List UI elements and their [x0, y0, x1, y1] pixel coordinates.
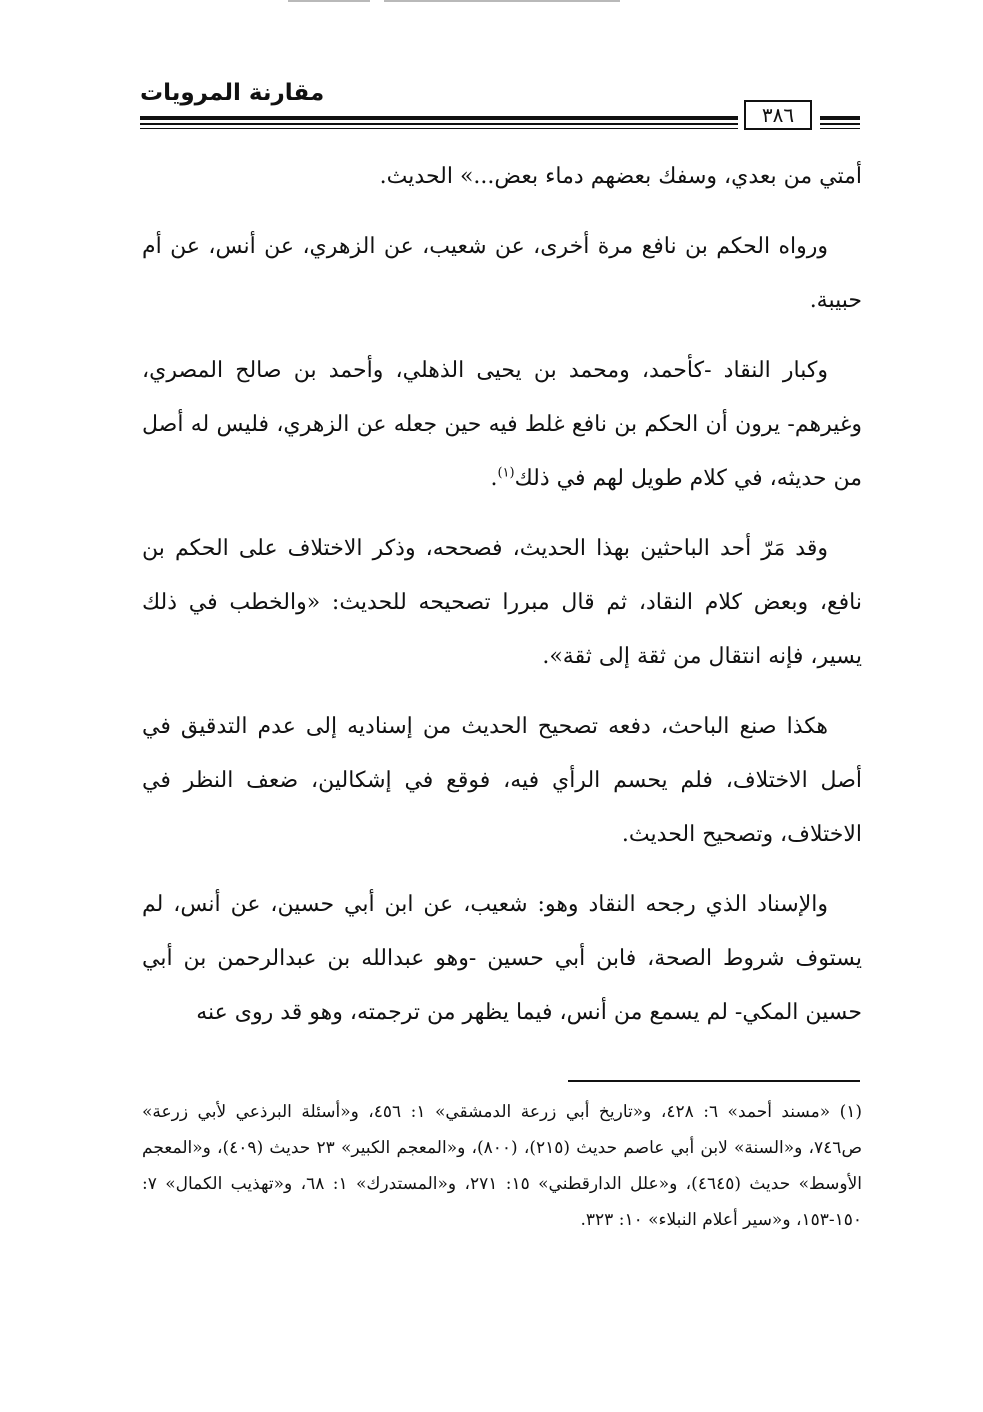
footnote-reference: (١) — [497, 465, 515, 481]
paragraph: وقد مَرّ أحد الباحثين بهذا الحديث، فصححه، وذكر الاختلاف على الحكم بن نافع، وبعض كلام النقاد، ثم قال مبررا تصحيحه للحديث: «والخطب في ذلك يسير، فإنه انتقال من ثقة إلى ثقة». — [142, 536, 862, 669]
footnote-separator — [568, 1080, 860, 1082]
footnote: (١) «مسند أحمد» ٦: ٤٢٨، و«تاريخ أبي زرعة الدمشقي» ١: ٤٥٦، و«أسئلة البرذعي لأبي زرعة» ص٧٤٦، و«السنة» لابن أبي عاصم حديث (٢١٥)، (٨٠٠)، و«المعجم الكبير» ٢٣ حديث (٤٠٩)، و«المعجم الأوسط» حديث (٤٦٤٥)، و«علل الدارقطني» ١٥: ٢٧١، و«المستدرك» ١: ٦٨، و«تهذيب الكمال» ٧: ١٥٠-١٥٣، و«سير أعلام النبلاء» ١٠: ٣٢٣. — [142, 1102, 862, 1230]
header-rule — [140, 128, 738, 129]
running-title: مقارنة المرويات — [140, 80, 325, 106]
scan-edge-line — [384, 0, 620, 2]
paragraph: أمتي من بعدي، وسفك بعضهم دماء بعض...» الحديث. — [379, 164, 862, 189]
page-header — [140, 78, 860, 138]
main-text — [142, 150, 862, 1056]
paragraph-end: . — [490, 466, 498, 491]
header-rule — [820, 116, 860, 120]
paragraph: ورواه الحكم بن نافع مرة أخرى، عن شعيب، عن الزهري، عن أنس، عن أم حبيبة. — [142, 234, 862, 313]
header-rule — [140, 116, 738, 120]
paragraph: هكذا صنع الباحث، دفعه تصحيح الحديث من إسناديه إلى عدم التدقيق في أصل الاختلاف، فلم يحسم الرأي فيه، فوقع في إشكالين، ضعف النظر في الاختلاف، وتصحيح الحديث. — [142, 714, 862, 847]
paragraph: والإسناد الذي رجحه النقاد وهو: شعيب، عن ابن أبي حسين، عن أنس، لم يستوف شروط الصحة، فابن أبي حسين -وهو عبدالله بن عبدالرحمن بن أبي حسين المكي- لم يسمع من أنس، فيما يظهر من ترجمته، وهو قد روى عنه — [142, 892, 862, 1025]
header-rule — [820, 123, 860, 125]
page-number: ٣٨٦ — [744, 100, 812, 130]
header-rule — [820, 128, 860, 129]
header-rule — [140, 123, 738, 125]
footnotes — [142, 1094, 862, 1238]
scan-edge-line — [288, 0, 370, 2]
paragraph-text: وكبار النقاد -كأحمد، ومحمد بن يحيى الذهلي، وأحمد بن صالح المصري، وغيرهم- يرون أن الحكم بن نافع غلط فيه حين جعله عن الزهري، فليس له أصل من حديثه، في كلام طويل لهم في ذلك — [142, 358, 862, 491]
paragraph — [142, 344, 862, 506]
